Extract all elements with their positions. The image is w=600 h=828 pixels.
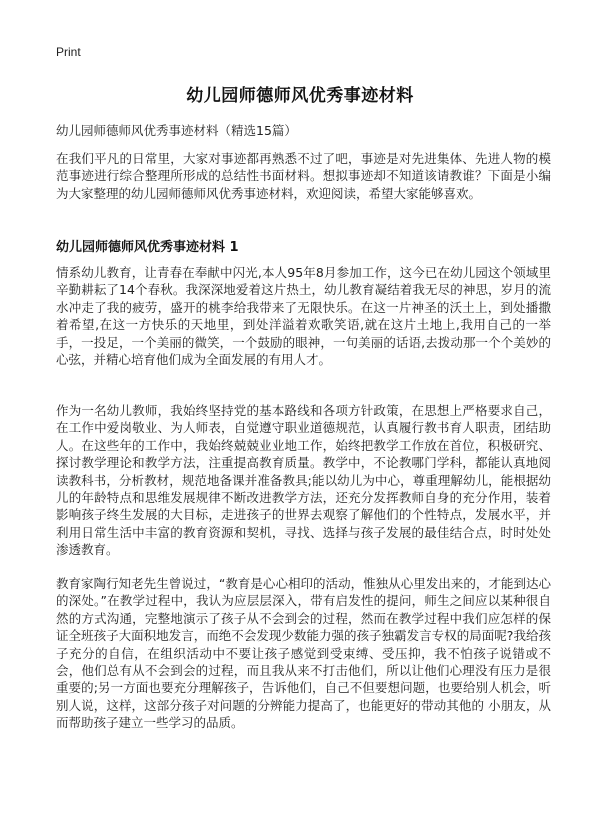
body-paragraph: 情系幼儿教育，让青春在奉献中闪光,本人95年8月参加工作，这今已在幼儿园这个领域里辛勤耕耘了14个春秋。我深深地爱着这片热土，幼儿教育凝结着我无尽的神思，岁月的流水冲走了我的疲劳，盛开的桃李给我带来了无限快乐。在这一片神圣的沃土上，到处播撒着希望,在这一方快乐的天地里，到处洋溢着欢歌笑语,就在这片土地上,我用自己的一举手，一投足，一个美丽的微笑，一个鼓励的眼神，一句美丽的话语,去拨动那一个个美妙的心弦，并精心培育他们成为全面发展的有用人才。 [56, 265, 551, 368]
section-heading: 幼儿园师德师风优秀事迹材料 1 [56, 240, 239, 255]
print-link[interactable]: Print [56, 45, 81, 59]
intro-paragraph: 在我们平凡的日常里，大家对事迹都再熟悉不过了吧，事迹是对先进集体、先进人物的模范事迹进行综合整理所形成的总结性书面材料。想拟事迹却不知道该请教谁？下面是小编为大家整理的幼儿园师德师风优秀事迹材料，欢迎阅读，希望大家能够喜欢。 [56, 151, 551, 201]
body-paragraph: 教育家陶行知老先生曾说过，“教育是心心相印的活动，惟独从心里发出来的，才能到达心的深处。”在教学过程中，我认为应层层深入，带有启发性的提问，师生之间应以某种很自然的方式沟通，完整地演示了孩子从不会到会的过程，然而在教学过程中我们应怎样的保证全班孩子大面积地发言，而绝不会发现少数能力强的孩子独霸发言专权的局面呢?我给孩子充分的自信，在组织活动中不要让孩子感觉到受束缚、受压抑，我不怕孩子说错或不会，他们总有从不会到会的过程，而且我从来不打击他们，所以让他们心理没有压力是很重要的;另一方面也要充分理解孩子，告诉他们，自己不但要想问题，也要给别人机会，听别人说，这样，这部分孩子对问题的分辨能力提高了，也能更好的带动其他的 小朋友，从而帮助孩子建立一些学习的品质。 [56, 576, 551, 731]
document-title: 幼儿园师德师风优秀事迹材料 [186, 86, 414, 106]
body-paragraph: 作为一名幼儿教师，我始终坚持党的基本路线和各项方针政策，在思想上严格要求自己，在工作中爱岗敬业、为人师表，自觉遵守职业道德规范，认真履行教书育人职责，团结助人。在这些年的工作中，我始终兢兢业业地工作，始终把教学工作放在首位，积极研究、探讨教学理论和教学方法，注重提高教育质量。教学中，不论教哪门学科，都能认真地阅读教科书，分析教材，规范地备课并准备教具;能以幼儿为中心，尊重理解幼儿，能根据幼儿的年龄特点和思维发展规律不断改进教学方法，还充分发挥教师自身的充分作用，装着影响孩子终生发展的大目标，走进孩子的世界去观察了解他们的个性特点，发展水平，并利用日常生活中丰富的教育资源和契机，寻找、选择与孩子发展的最佳结合点，时时处处渗透教育。 [56, 403, 551, 558]
document-subtitle: 幼儿园师德师风优秀事迹材料（精选15篇） [56, 123, 297, 138]
